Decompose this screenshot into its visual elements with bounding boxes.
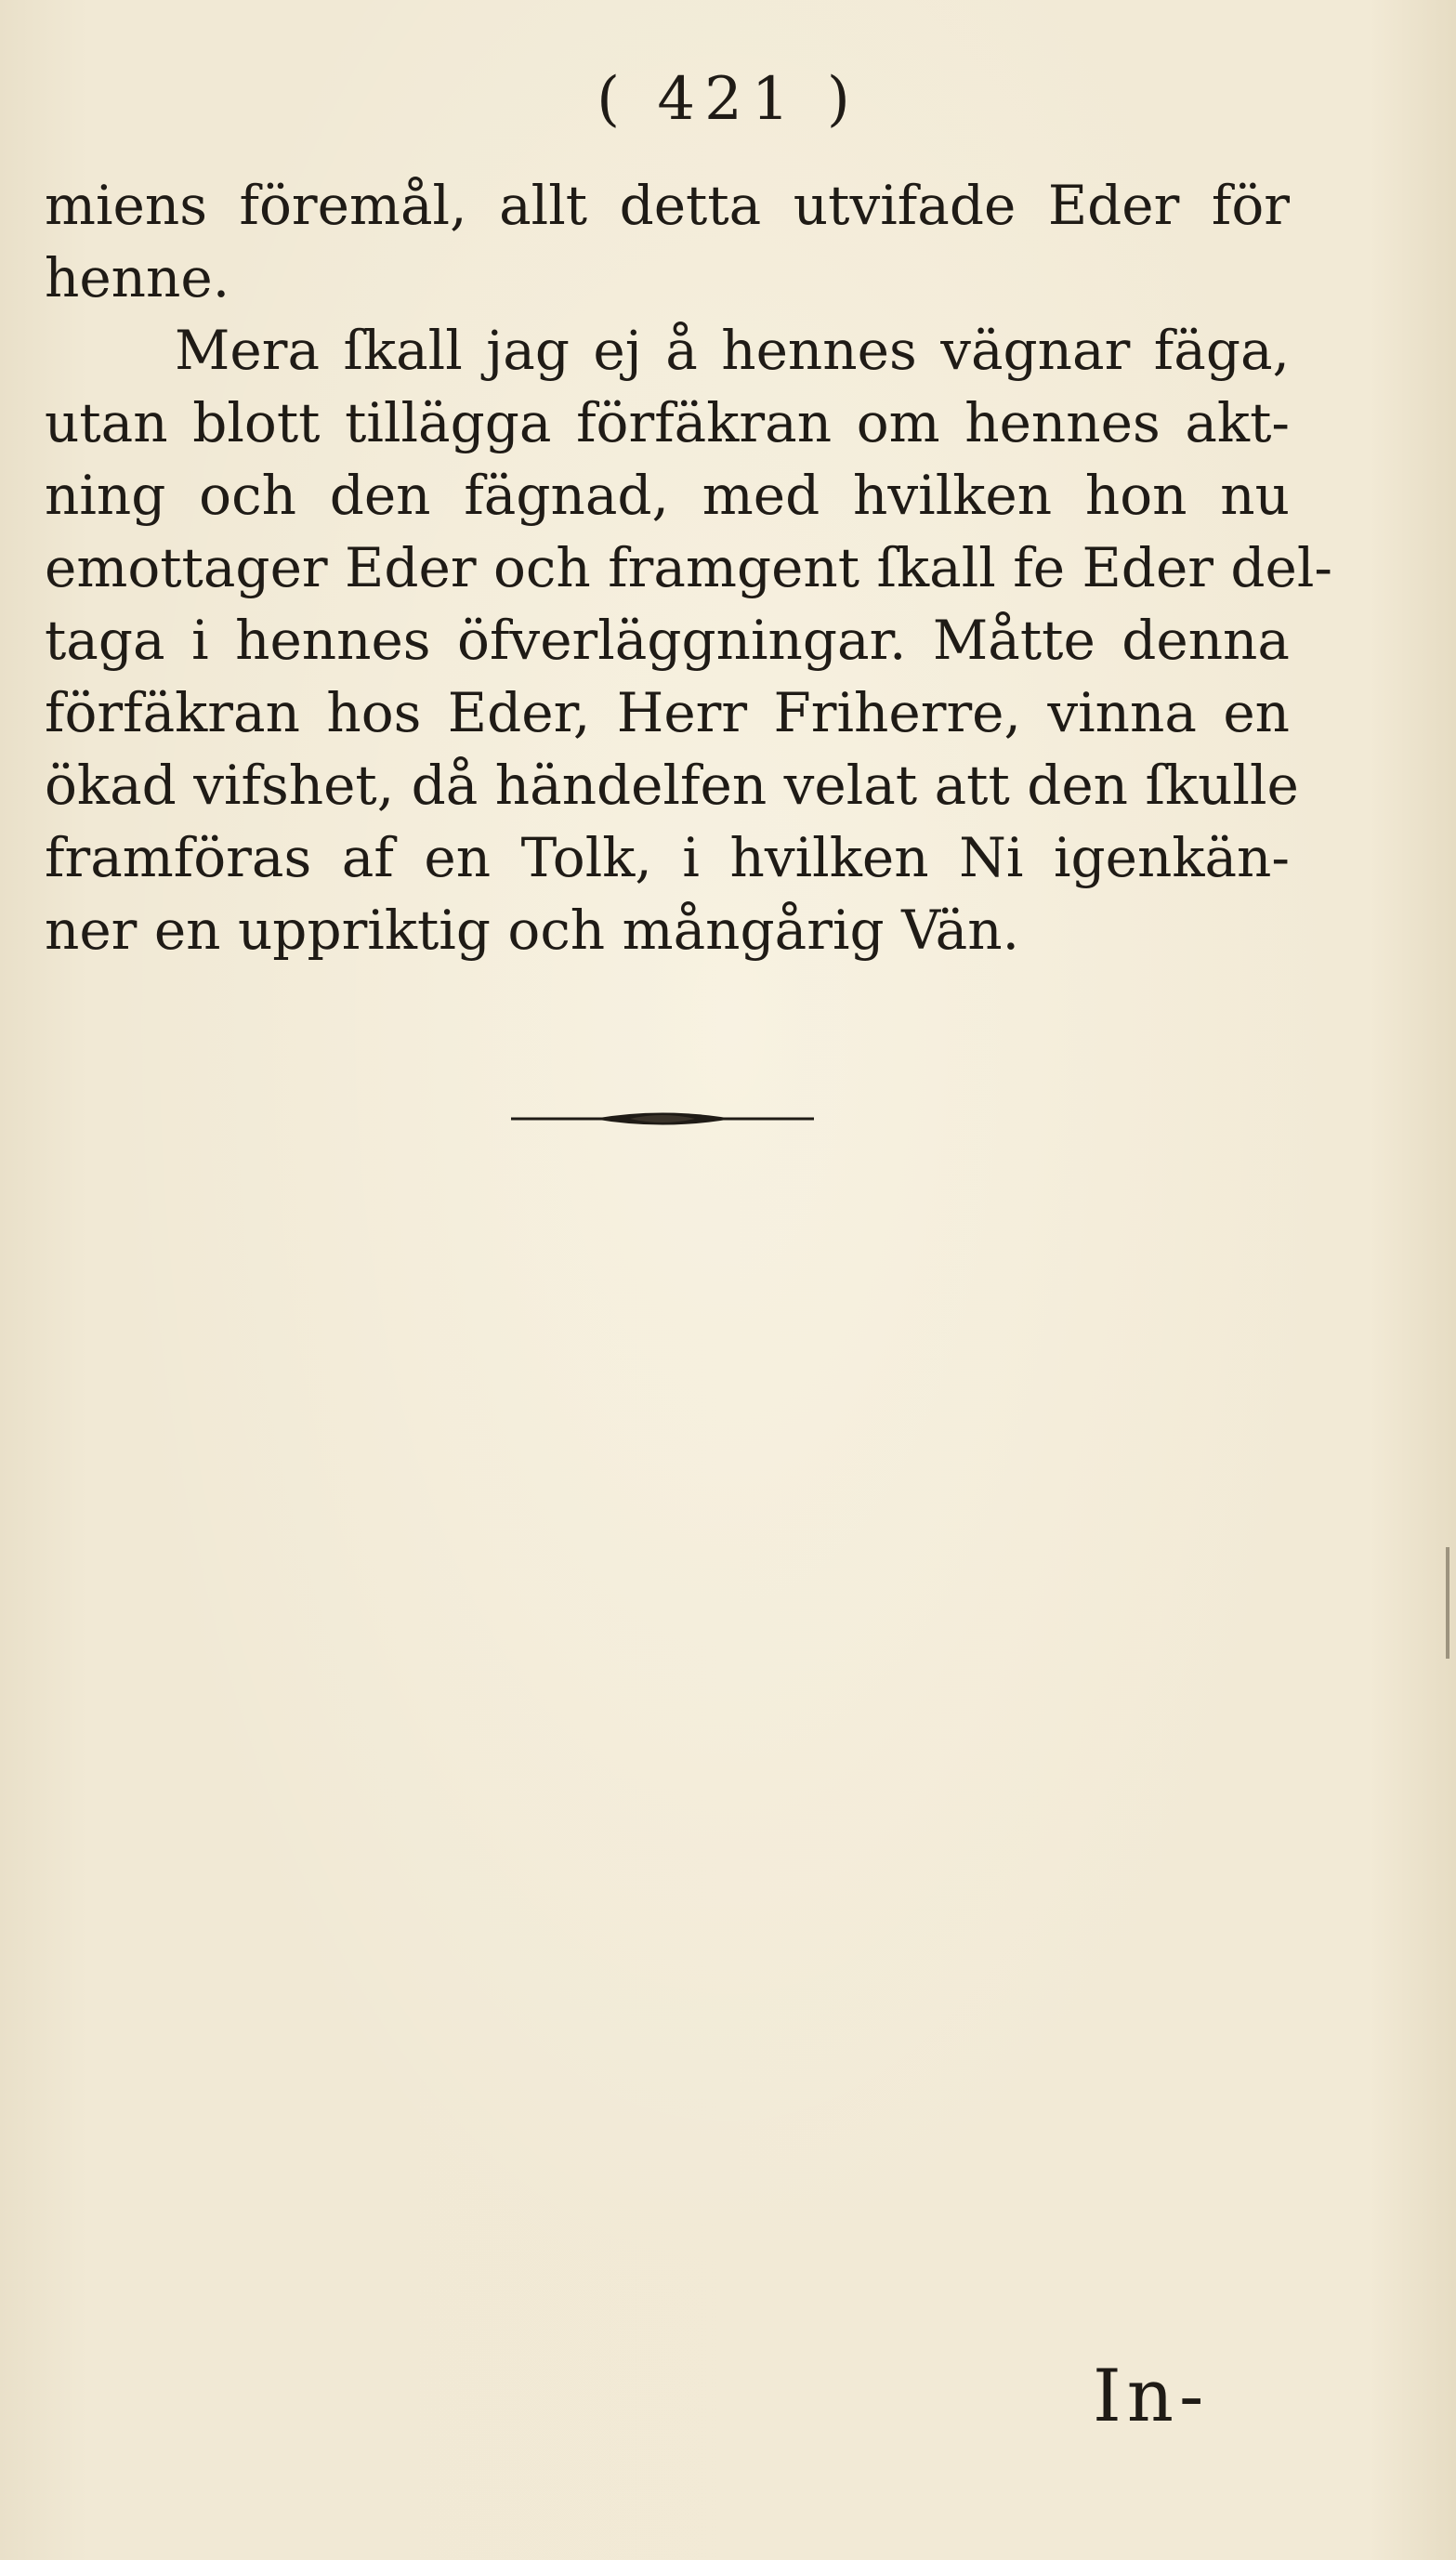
text-line: förfäkran hos Eder, Herr Friherre, vinna en: [45, 681, 1290, 744]
body-text: [45, 169, 1333, 966]
text-line: emottager Eder och framgent ſkall fe Eder del-: [45, 536, 1333, 599]
page-edge-mark: [1446, 1547, 1449, 1659]
page-number-header: ( 421 ): [597, 65, 859, 134]
text-line: taga i hennes öfverläggningar. Måtte denna: [45, 609, 1290, 672]
text-line: utan blott tillägga förfäkran om hennes akt-: [45, 391, 1290, 454]
text-line: framföras af en Tolk, i hvilken Ni igenkän-: [45, 826, 1290, 889]
ornamental-rule: [509, 1109, 816, 1129]
text-line: henne.: [45, 246, 230, 309]
text-line: ning och den fägnad, med hvilken hon nu: [45, 464, 1290, 527]
catchword: In-: [1093, 2355, 1210, 2438]
text-line: Mera ſkall jag ej å hennes vägnar fäga,: [175, 319, 1290, 382]
text-line: ner en uppriktig och mångårig Vän.: [45, 899, 1020, 962]
text-line: miens föremål, allt detta utvifade Eder för: [45, 174, 1290, 237]
text-line: ökad vifshet, då händelfen velat att den ſkulle: [45, 754, 1299, 817]
